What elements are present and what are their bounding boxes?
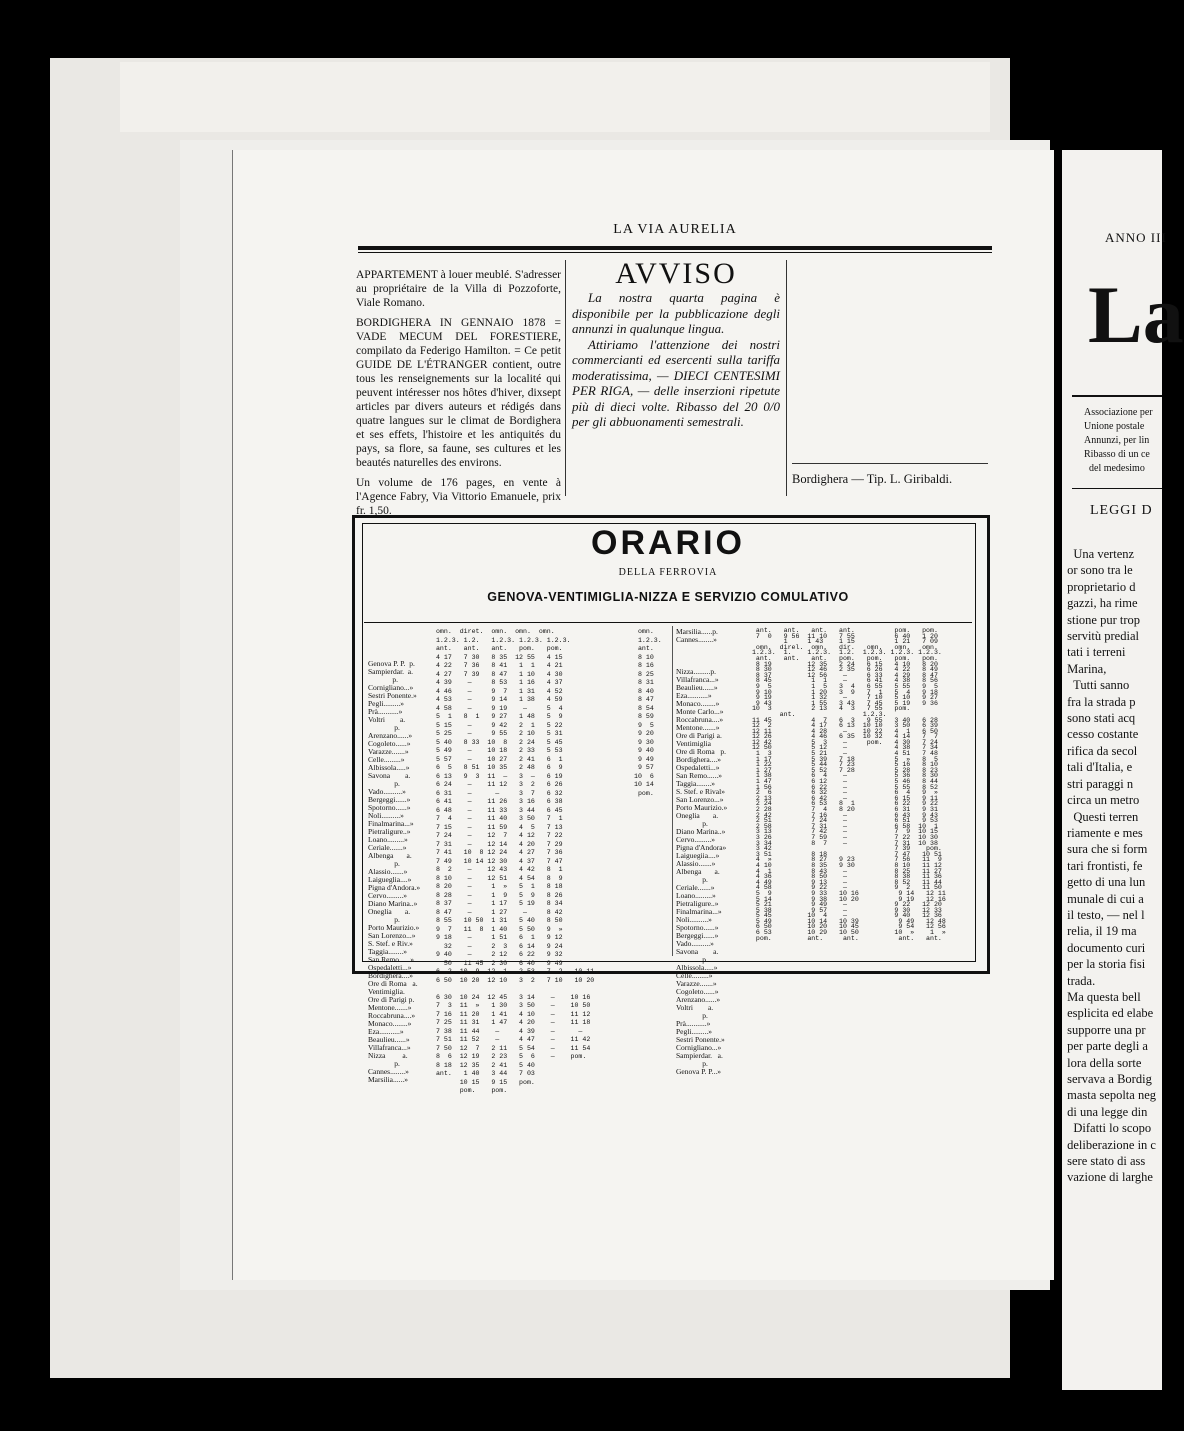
right-stations-column: Marsilia......p. Cannes........» Nizza.........p. Villafranca...» Beaulieu......» Eza...........» Monaco........» Monte Carlo...» Roccabruna....» Mentone.......» Ore di Parigi a. Ventimiglia Ore di Roma p. Bordighera....» Ospedaletti...» San Remo......» Taggia........» S. Stef. e Rival» San Lorenzo...» Porto Maurizio.» Oneglia a. p. Diano Marina..» Cervo.........» Pigna d'Andora» Laiguegiia....» Alassio.......» Albenga a. p. Ceriale.......» Loano.........» Pietraligure..» Finalmarina...» Noli..........» Spotorno......» Bergeggi......» Vado..........» Savona a. p. Albissola.....» Celle.........» Varazze.......» Cogoleto......» Arenzano......» Voltri a. p. Prà...........» Pegli.........» Sestri Ponente.» Cornigliano...» Sampierdar. a. p. Genova P. P...» <box>676 627 728 1076</box>
page-edge <box>232 150 233 1280</box>
table-divider <box>672 626 673 956</box>
masthead-rule <box>1072 395 1162 397</box>
avviso-notice <box>572 258 780 430</box>
next-page-subscription-info: Associazione per Unione postale Annunzi, per lin Ribasso di un ce del medesimo <box>1084 407 1153 474</box>
ad-volume-info: Un volume de 176 pages, en vente à l'Agence Fabry, Via Vittorio Emanuele, prix fr. 1,50. <box>356 477 561 517</box>
header-rule-thin <box>358 252 992 253</box>
next-page-masthead: La <box>1088 269 1184 360</box>
paper-strip <box>120 62 990 132</box>
avviso-paragraph-2: Attiriamo l'attenzione dei nostri commercianti ed esercenti sulla tariffa moderatissima, — DIECI CENTESIMI PER RIGA, — delle inserzioni ripetute più di dieci volte. Ribasso del 20 0/0 per gli abbuonamenti semestrali. <box>572 336 780 429</box>
orario-title: ORARIO <box>591 524 745 562</box>
printer-credit: Bordighera — Tip. L. Giribaldi. <box>792 472 953 486</box>
column-divider <box>565 260 566 496</box>
next-page-year: ANNO III <box>1105 230 1167 245</box>
column-divider <box>786 260 787 496</box>
header-rule <box>358 246 992 250</box>
left-extra-column: omn. 1.2.3. ant. 8 10 8 16 8 25 8 31 8 40 8 47 8 54 8 59 9 5 9 20 9 30 9 40 9 49 9 57 10 6 10 14 pom. <box>634 628 662 797</box>
avviso-title: AVVISO <box>615 257 737 290</box>
ad-bordighera-guide: BORDIGHERA IN GENNAIO 1878 = VADE MECUM DEL FORESTIERE, compilato da Federigo Hamilton. = Ce petit GUIDE DE L'ÉTRANGER contient, outre tous les renseignements sur la localité qui peuvent intéresser nos hôtes d'hiver, dixsept articles par divers auteurs et rédigés dans quatre langues sur le climat de Bordighera et ses effets, l'histoire et les antiquités du pays, sa flore, sa faune, ses cultures et les beautés naturelles des environs. <box>356 317 561 469</box>
next-page-article-title: LEGGI D <box>1090 503 1153 518</box>
orario-route: GENOVA-VENTIMIGLIA-NIZZA E SERVIZIO COMULATIVO <box>487 590 849 604</box>
orario-subtitle: DELLA FERROVIA <box>618 567 718 578</box>
right-times-table: ant. ant. ant. ant. pom. pom. 7 0 9 56 11 10 7 55 6 40 1 20 1 1 43 1 15 1 21 7 09 omn. direl. omn. dir. omn. omn. omn. 1.2.3. 1. 1.2.3. 1.2. 1.2.3. 1.2.3. 1.2.3. ant. ant. ant. pom. pom. pom. pom. 8 19 12 35 2 24 6 15 4 10 8 20 8 30 12 46 2 35 6 26 4 22 8 49 8 37 12 56 — 6 33 4 29 8 47 8 45 1 1 — 6 41 4 38 8 56 9 5 1 5 3 4 6 55 5 55 9 5 9 10 1 20 3 9 7 1 5 4 9 18 9 19 1 32 — 7 10 5 10 9 27 9 43 1 55 3 43 7 45 5 19 9 36 10 3 2 13 4 3 7 55 pom. ant. 1.2.3. 11 45 4 7 6 3 9 55 3 40 6 28 12 2 4 17 6 13 10 10 3 50 6 39 12 11 4 28 — 10 22 4 1 6 50 12 26 4 46 6 35 10 32 4 14 7 7 12 42 5 3 — pom. 4 30 7 24 12 50 5 12 — 4 38 7 34 1 3 5 21 — 4 51 7 48 1 17 5 39 7 18 5 » 8 5 1 22 5 44 7 23 5 16 8 10 1 27 5 52 7 28 5 28 8 23 1 38 6 4 — 5 36 8 30 1 47 6 12 — 5 46 8 44 1 56 6 22 — 5 55 8 52 2 6 6 32 — 6 4 9 » 2 13 6 42 — 6 15 9 11 2 24 6 53 8 1 6 22 9 22 2 28 7 4 8 20 6 31 9 31 2 42 7 16 — 6 43 9 43 2 51 7 24 — 6 51 9 53 2 58 7 31 — 6 58 10 1 3 13 7 42 — 7 9 10 15 3 26 7 59 — 7 22 10 30 3 34 8 7 — 7 31 10 38 3 42 7 39 pom. 3 51 8 18 7 47 10 51 4 » 8 27 9 23 7 56 11 9 4 10 8 35 9 30 8 10 11 12 4 1 8 43 — 8 25 11 27 4 36 8 50 — 8 38 11 36 4 49 9 13 — 8 52 11 44 4 58 9 22 — 9 2 11 50 5 9 9 33 10 16 9 14 12 11 5 14 9 38 10 20 9 19 12 16 5 21 9 49 — 9 22 12 20 5 38 9 57 — 9 30 12 33 5 45 10 4 — 9 40 12 36 5 49 10 14 10 39 9 49 12 48 6 50 10 20 10 45 9 54 12 56 6 53 10 29 10 50 10 » 1 » pom. ant. ant. ant. ant. <box>751 627 946 942</box>
left-times-table: omn. diret. omn. omn. omn. 1.2.3. 1.2. 1.2.3. 1.2.3. 1.2.3. ant. ant. ant. pom. pom. 4 17 7 30 8 35 12 55 4 15 4 22 7 36 8 41 1 1 4 21 4 27 7 39 8 47 1 10 4 30 4 39 — 8 53 1 16 4 37 4 46 — 9 7 1 31 4 52 4 53 — 9 14 1 38 4 59 4 58 — 9 19 — 5 4 5 1 8 1 9 27 1 48 5 9 5 15 — 9 42 2 1 5 22 5 25 — 9 55 2 10 5 31 5 40 8 33 10 8 2 24 5 45 5 49 — 10 18 2 33 5 53 5 57 — 10 27 2 41 6 1 6 5 8 51 10 35 2 48 6 9 6 13 9 3 11 — 3 — 6 19 6 24 — 11 12 3 2 6 26 6 31 — — 3 7 6 32 6 41 — 11 26 3 16 6 38 6 48 — 11 33 3 44 6 45 7 4 — 11 40 3 50 7 1 7 15 — 11 59 4 5 7 13 7 24 — 12 7 4 12 7 22 7 31 — 12 14 4 20 7 29 7 41 10 8 12 24 4 27 7 36 7 49 10 14 12 30 4 37 7 47 8 2 — 12 43 4 42 8 1 8 10 — 12 51 4 54 8 9 8 20 — 1 » 5 1 8 18 8 28 — 1 9 5 9 8 26 8 37 — 1 17 5 19 8 34 8 47 — 1 27 — 8 42 8 55 10 50 1 31 5 40 8 50 9 7 11 8 1 40 5 50 9 » 9 18 — 1 51 6 1 9 12 32 — 2 3 6 14 9 24 9 40 — 2 12 6 22 9 32 50 11 45 2 30 6 40 9 49 6 2 10 9 12 1 2 53 7 2 10 11 6 50 10 20 12 10 3 2 7 10 10 20 6 30 10 24 12 45 3 14 — 10 16 7 3 11 » 1 30 3 50 — 10 50 7 16 11 20 1 41 4 10 — 11 12 7 25 11 31 1 47 4 20 — 11 18 7 38 11 44 — 4 39 — — 7 51 11 52 — 4 47 — 11 42 7 50 12 7 2 11 5 54 — 11 54 8 6 12 19 2 23 5 6 — pom. 8 18 12 35 2 41 5 40 ant. 1 40 3 44 7 03 10 15 9 15 pom. pom. pom. <box>435 628 595 1094</box>
info-rule <box>1072 488 1162 489</box>
page-header: LA VIA AURELIA <box>613 222 737 237</box>
ads-column <box>356 268 561 524</box>
left-stations-column: Genova P. P. p. Sampierdar. a. p. Cornigliano...» Sestri Ponente.» Pegli.........» Prà...........» Voltri a. p. Arenzano......» Cogoleto......» Varazze.......» Celle.........» Albissola.....» Savona a. p. Vado..........» Bergeggi......» Spotorno......» Noli..........» Finalmarina...» Pietraligure..» Loano.........» Ceriale.......» Albenga a. p. Alassio.......» Laigueglia....» Pigna d'Andora.» Cervo.........» Diano Marina..» Oneglia a. p. Porto Maurizio.» San Lorenzo...» S. Stef. e Riv.» Taggia........» San Remo......» Ospedaletti...» Bordighera....» Ore di Roma a. Ventimiglia. Ore di Parigi p. Mentone.......» Roccabruna....» Monaco........» Eza...........» Beaulieu......» Villafranca...» Nizza a. p. Cannes........» Marsilia......» <box>368 659 421 1084</box>
next-page-article-body: Una vertenz or sono tra le proprietario d gazzi, ha rime stione pur trop servitù predial tati i terreni Marina, Tutti sanno fra la strada p sono stati acq cesso costante rifica da secol tali d'Italia, e stri paraggi n circa un metro Questi terren riamente e mes sura che si form tari frontisti, fe getto di una lun munale di cui a il testo, — nel l relia, il 19 ma documento curi per la storia fisi trada. Ma questa bell esplicita ed elabe supporre una pr per parte degli a lora della sorte servava a Bordig masta sepolta neg di una legge din Difatti lo scopo deliberazione in c sere stato di ass vazione di larghe <box>1067 547 1156 1185</box>
orario-rule <box>364 622 972 623</box>
printer-rule <box>792 463 988 464</box>
ad-appartement: APPARTEMENT à louer meublé. S'adresser au propriétaire de la Villa di Pozzoforte, Viale Romano. <box>356 269 561 309</box>
avviso-paragraph-1: La nostra quarta pagina è disponibile per la pubblicazione degli annunzi in qualunque lingua. <box>572 290 780 336</box>
